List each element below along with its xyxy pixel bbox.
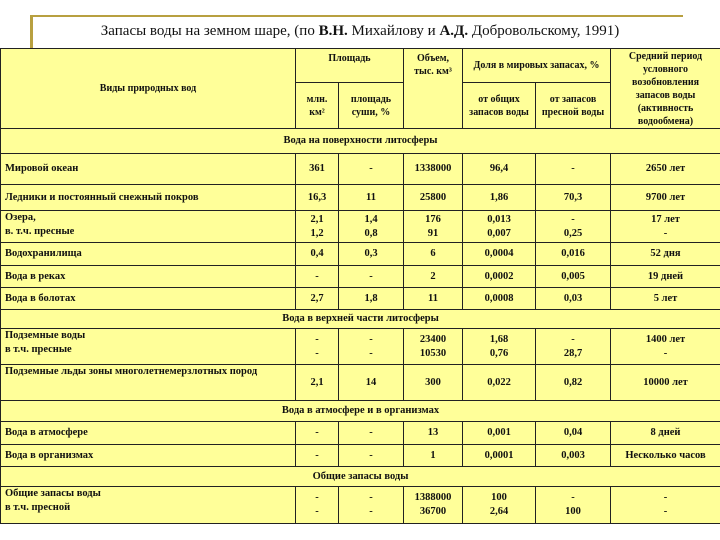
section-title: Вода на поверхности литосферы	[1, 129, 720, 154]
header-share: Доля в мировых запасах, %	[463, 49, 611, 83]
row-label: Вода в болотах	[1, 288, 296, 310]
table-cell: - -	[296, 487, 339, 524]
table-cell: 2650 лет	[611, 154, 720, 185]
table-cell: 70,3	[536, 185, 611, 211]
table-cell: 16,3	[296, 185, 339, 211]
table-cell: 1,68 0,76	[463, 329, 536, 365]
row-label: Подземные льды зоны многолетнемерзлотных пород	[1, 365, 296, 401]
header-area-land: площадь суши, %	[339, 83, 404, 129]
table-cell: 176 91	[404, 211, 463, 243]
table-cell: 17 лет -	[611, 211, 720, 243]
table-cell: 1,8	[339, 288, 404, 310]
row-label: Водохранилища	[1, 243, 296, 266]
table-cell: -	[339, 154, 404, 185]
table-cell: 0,016	[536, 243, 611, 266]
table-cell: -	[296, 422, 339, 445]
table-cell: 2	[404, 266, 463, 288]
table-cell: - -	[611, 487, 720, 524]
table-cell: 0,0004	[463, 243, 536, 266]
table-cell: 25800	[404, 185, 463, 211]
table-cell: 9700 лет	[611, 185, 720, 211]
table-cell: - 0,25	[536, 211, 611, 243]
table-row	[1, 266, 720, 288]
table-row	[1, 211, 720, 243]
table-cell: 11	[404, 288, 463, 310]
table-cell: - 28,7	[536, 329, 611, 365]
table-cell: 100 2,64	[463, 487, 536, 524]
row-label: Вода в атмосфере	[1, 422, 296, 445]
table-cell: 1338000	[404, 154, 463, 185]
table-cell: 0,003	[536, 445, 611, 467]
header-area-mln: млн. км²	[296, 83, 339, 129]
header-volume: Объем, тыс. км³	[404, 49, 463, 129]
header-renewal: Средний период условного возобновления запасов воды (активность водообмена)	[611, 49, 720, 129]
row-label: Вода в организмах	[1, 445, 296, 467]
title-text-end: Добровольскому, 1991)	[468, 23, 620, 39]
table-cell: - -	[296, 329, 339, 365]
table-cell: 19 дней	[611, 266, 720, 288]
table-row	[1, 445, 720, 467]
table-cell: 23400 10530	[404, 329, 463, 365]
section-row	[1, 129, 720, 154]
table-cell: 1	[404, 445, 463, 467]
table-cell: - -	[339, 329, 404, 365]
section-row	[1, 310, 720, 329]
section-title: Вода в верхней части литосферы	[1, 310, 720, 329]
header-kind: Виды природных вод	[1, 49, 296, 129]
table-cell: 1,86	[463, 185, 536, 211]
table-cell: 0,022	[463, 365, 536, 401]
table-row	[1, 487, 720, 524]
table-cell: 0,03	[536, 288, 611, 310]
table-cell: 1,4 0,8	[339, 211, 404, 243]
table-cell: 300	[404, 365, 463, 401]
table-cell: 0,001	[463, 422, 536, 445]
table-cell: 5 лет	[611, 288, 720, 310]
table-cell: -	[339, 445, 404, 467]
table-row	[1, 422, 720, 445]
table-row	[1, 185, 720, 211]
table-cell: 1400 лет -	[611, 329, 720, 365]
table-row	[1, 365, 720, 401]
water-reserves-table	[0, 48, 720, 524]
table-cell: 0,0001	[463, 445, 536, 467]
table-cell: - 100	[536, 487, 611, 524]
table-cell: 14	[339, 365, 404, 401]
table-cell: 361	[296, 154, 339, 185]
title-author2: А.Д.	[439, 23, 469, 39]
title-text: Запасы воды на земном шаре, (по	[100, 23, 319, 39]
table-cell: 0,013 0,007	[463, 211, 536, 243]
page-title	[0, 23, 720, 40]
section-title: Вода в атмосфере и в организмах	[1, 401, 720, 422]
header-share-fresh: от запасов пресной воды	[536, 83, 611, 129]
title-text-mid: Михайлову и	[347, 23, 440, 39]
section-row	[1, 401, 720, 422]
table-cell: 2,1	[296, 365, 339, 401]
table-cell: 1388000 36700	[404, 487, 463, 524]
table-cell: 0,005	[536, 266, 611, 288]
table-cell: 0,3	[339, 243, 404, 266]
header-area: Площадь	[296, 49, 404, 83]
table-cell: -	[339, 422, 404, 445]
table-cell: 0,0002	[463, 266, 536, 288]
table-cell: 10000 лет	[611, 365, 720, 401]
table-cell: 0,04	[536, 422, 611, 445]
table-cell: -	[339, 266, 404, 288]
table-cell: 11	[339, 185, 404, 211]
row-label: Подземные воды в т.ч. пресные	[1, 329, 296, 365]
row-label: Озера, в. т.ч. пресные	[1, 211, 296, 243]
table-cell: Несколько часов	[611, 445, 720, 467]
table-body	[1, 129, 720, 524]
table-cell: 2,7	[296, 288, 339, 310]
table-row	[1, 329, 720, 365]
row-label: Мировой океан	[1, 154, 296, 185]
header-share-total: от общих запасов воды	[463, 83, 536, 129]
table-cell: 0,82	[536, 365, 611, 401]
row-label: Общие запасы воды в т.ч. пресной	[1, 487, 296, 524]
table-cell: -	[296, 266, 339, 288]
table-cell: -	[536, 154, 611, 185]
section-title: Общие запасы воды	[1, 467, 720, 487]
title-author1: В.Н.	[318, 23, 348, 39]
table-row	[1, 243, 720, 266]
table-cell: 52 дня	[611, 243, 720, 266]
table-cell: 2,1 1,2	[296, 211, 339, 243]
table-cell: 6	[404, 243, 463, 266]
section-row	[1, 467, 720, 487]
table-cell: 0,0008	[463, 288, 536, 310]
table-cell: 8 дней	[611, 422, 720, 445]
row-label: Вода в реках	[1, 266, 296, 288]
table-row	[1, 154, 720, 185]
table-cell: 96,4	[463, 154, 536, 185]
table-cell: 13	[404, 422, 463, 445]
table-cell: 0,4	[296, 243, 339, 266]
table-cell: - -	[339, 487, 404, 524]
table-row	[1, 288, 720, 310]
table-cell: -	[296, 445, 339, 467]
row-label: Ледники и постоянный снежный покров	[1, 185, 296, 211]
